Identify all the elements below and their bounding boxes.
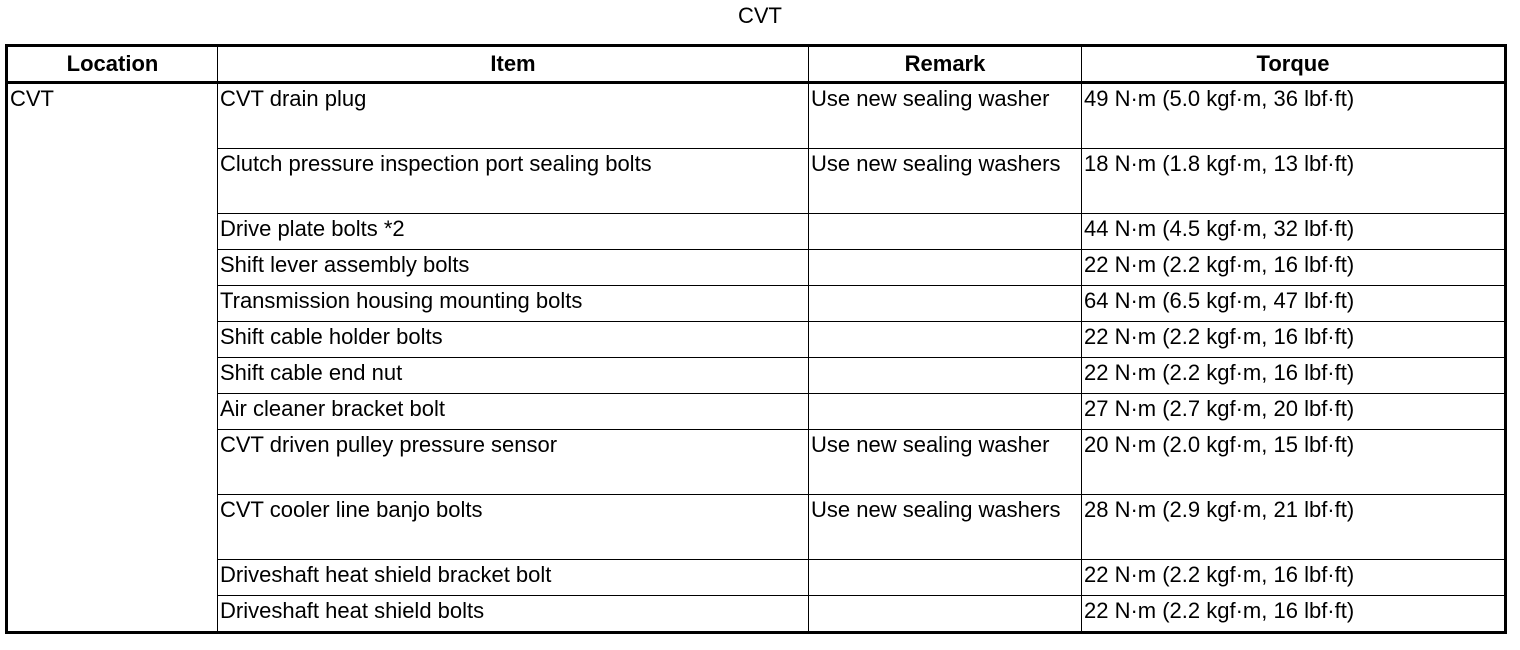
remark-cell: Use new sealing washers [809,149,1082,214]
item-cell: Shift cable holder bolts [218,322,809,358]
column-header-item: Item [218,46,809,83]
item-cell: Drive plate bolts *2 [218,214,809,250]
table-row [7,149,1506,214]
table-row [7,83,1506,149]
item-cell: Shift cable end nut [218,358,809,394]
table-row [7,596,1506,633]
column-header-remark: Remark [809,46,1082,83]
table-row [7,394,1506,430]
table-row [7,430,1506,495]
column-header-location: Location [7,46,218,83]
table-header-row [7,46,1506,83]
torque-cell: 64 N·m (6.5 kgf·m, 47 lbf·ft) [1082,286,1506,322]
torque-cell: 44 N·m (4.5 kgf·m, 32 lbf·ft) [1082,214,1506,250]
remark-cell [809,322,1082,358]
item-cell: Clutch pressure inspection port sealing bolts [218,149,809,214]
table-row [7,250,1506,286]
table-row [7,358,1506,394]
remark-cell: Use new sealing washer [809,83,1082,149]
torque-cell: 27 N·m (2.7 kgf·m, 20 lbf·ft) [1082,394,1506,430]
torque-cell: 22 N·m (2.2 kgf·m, 16 lbf·ft) [1082,596,1506,633]
item-cell: Shift lever assembly bolts [218,250,809,286]
table-row [7,322,1506,358]
torque-cell: 22 N·m (2.2 kgf·m, 16 lbf·ft) [1082,560,1506,596]
torque-cell: 20 N·m (2.0 kgf·m, 15 lbf·ft) [1082,430,1506,495]
item-cell: CVT driven pulley pressure sensor [218,430,809,495]
remark-cell: Use new sealing washer [809,430,1082,495]
torque-cell: 18 N·m (1.8 kgf·m, 13 lbf·ft) [1082,149,1506,214]
table-row [7,286,1506,322]
remark-cell [809,358,1082,394]
remark-cell [809,560,1082,596]
table-row [7,214,1506,250]
remark-cell [809,596,1082,633]
torque-cell: 22 N·m (2.2 kgf·m, 16 lbf·ft) [1082,358,1506,394]
item-cell: Transmission housing mounting bolts [218,286,809,322]
item-cell: Air cleaner bracket bolt [218,394,809,430]
item-cell: Driveshaft heat shield bracket bolt [218,560,809,596]
remark-cell [809,250,1082,286]
remark-cell: Use new sealing washers [809,495,1082,560]
remark-cell [809,286,1082,322]
torque-cell: 22 N·m (2.2 kgf·m, 16 lbf·ft) [1082,322,1506,358]
table-row [7,560,1506,596]
torque-cell: 49 N·m (5.0 kgf·m, 36 lbf·ft) [1082,83,1506,149]
page-title: CVT [738,3,782,28]
item-cell: CVT drain plug [218,83,809,149]
torque-cell: 28 N·m (2.9 kgf·m, 21 lbf·ft) [1082,495,1506,560]
remark-cell [809,214,1082,250]
item-cell: CVT cooler line banjo bolts [218,495,809,560]
torque-cell: 22 N·m (2.2 kgf·m, 16 lbf·ft) [1082,250,1506,286]
location-cell: CVT [7,83,218,633]
table-row [7,495,1506,560]
column-header-torque: Torque [1082,46,1506,83]
torque-spec-table [5,44,1507,634]
item-cell: Driveshaft heat shield bolts [218,596,809,633]
remark-cell [809,394,1082,430]
